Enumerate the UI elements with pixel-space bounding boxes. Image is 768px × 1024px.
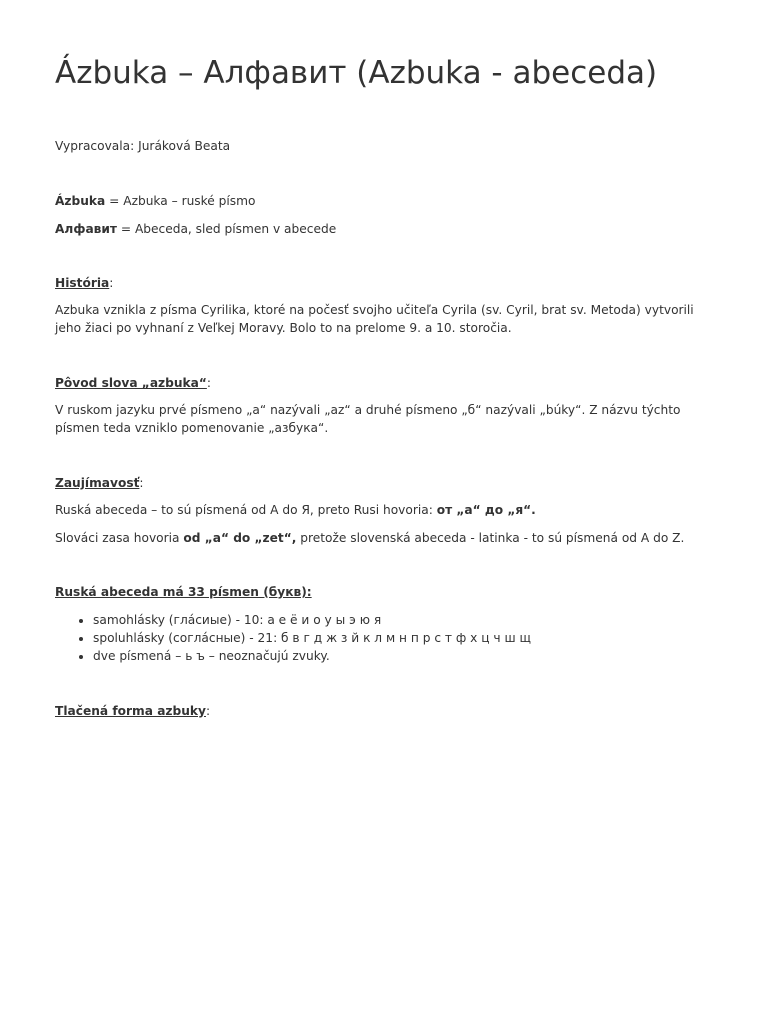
definition-meaning: = Azbuka – ruské písmo (105, 194, 256, 208)
interesting-line-2 (55, 529, 684, 547)
interesting-text: pretože slovenská abeceda - latinka - to sú písmená od A do Z. (296, 531, 685, 545)
definition-azbuka (55, 192, 255, 210)
origin-heading-line (55, 374, 211, 392)
interesting-bold-phrase: от „а“ до „я“. (436, 503, 536, 517)
interesting-heading-suffix: : (139, 476, 144, 490)
definition-meaning: = Abeceda, sled písmen v abecede (117, 222, 337, 236)
printed-heading-line (55, 702, 210, 720)
list-item: • spoluhlásky (соглáсные) - 21: б в г д ж з й к л м н п р с т ф х ц ч ш щ (93, 629, 531, 647)
origin-heading: Pôvod slova „azbuka“ (55, 376, 207, 390)
page-title: Ázbuka – Алфавит (Azbuka - abeceda) (55, 55, 658, 91)
history-heading-suffix: : (109, 276, 114, 290)
definition-alfavit (55, 220, 336, 238)
interesting-bold-phrase: od „a“ do „zet“, (183, 531, 297, 545)
alphabet-list (55, 611, 531, 665)
author-line: Vypracovala: Juráková Beata (55, 139, 231, 153)
printed-heading: Tlačená forma azbuky (55, 704, 206, 718)
history-heading-line (55, 274, 113, 292)
history-paragraph: Azbuka vznikla z písma Cyrilika, ktoré na počesť svojho učiteľa Cyrila (sv. Cyril, brat sv. Metoda) vytvorili jeho žiaci po vyhnaní z Veľkej Moravy. Bolo to na prelome 9. a 10. storočia. (55, 303, 694, 335)
interesting-heading: Zaujímavosť (55, 476, 140, 490)
printed-heading-suffix: : (205, 704, 211, 718)
alphabet-heading: Ruská abeceda má 33 písmen (букв): (55, 585, 312, 599)
definition-term: Алфавит (55, 222, 117, 236)
alphabet-heading-line (55, 583, 312, 601)
origin-paragraph: V ruskom jazyku prvé písmeno „а“ nazývali „az“ a druhé písmeno „б“ nazývali „búky“. Z názvu týchto písmen teda vzniklo pomenovanie „азбука“. (55, 403, 681, 435)
definition-term: Ázbuka (55, 194, 106, 208)
interesting-text: Ruská abeceda – to sú písmená od A do Я, preto Rusi hovoria: (55, 503, 437, 517)
interesting-line-1 (55, 501, 536, 519)
interesting-text: Slováci zasa hovoria (55, 531, 184, 545)
interesting-heading-line (55, 474, 144, 492)
origin-heading-suffix: : (206, 376, 211, 390)
history-heading: História (55, 276, 110, 290)
list-item: • dve písmená – ь ъ – neoznačujú zvuky. (93, 647, 531, 665)
list-item: • samohlásky (глáсиые) - 10: а е ё и о у ы э ю я (93, 611, 531, 629)
